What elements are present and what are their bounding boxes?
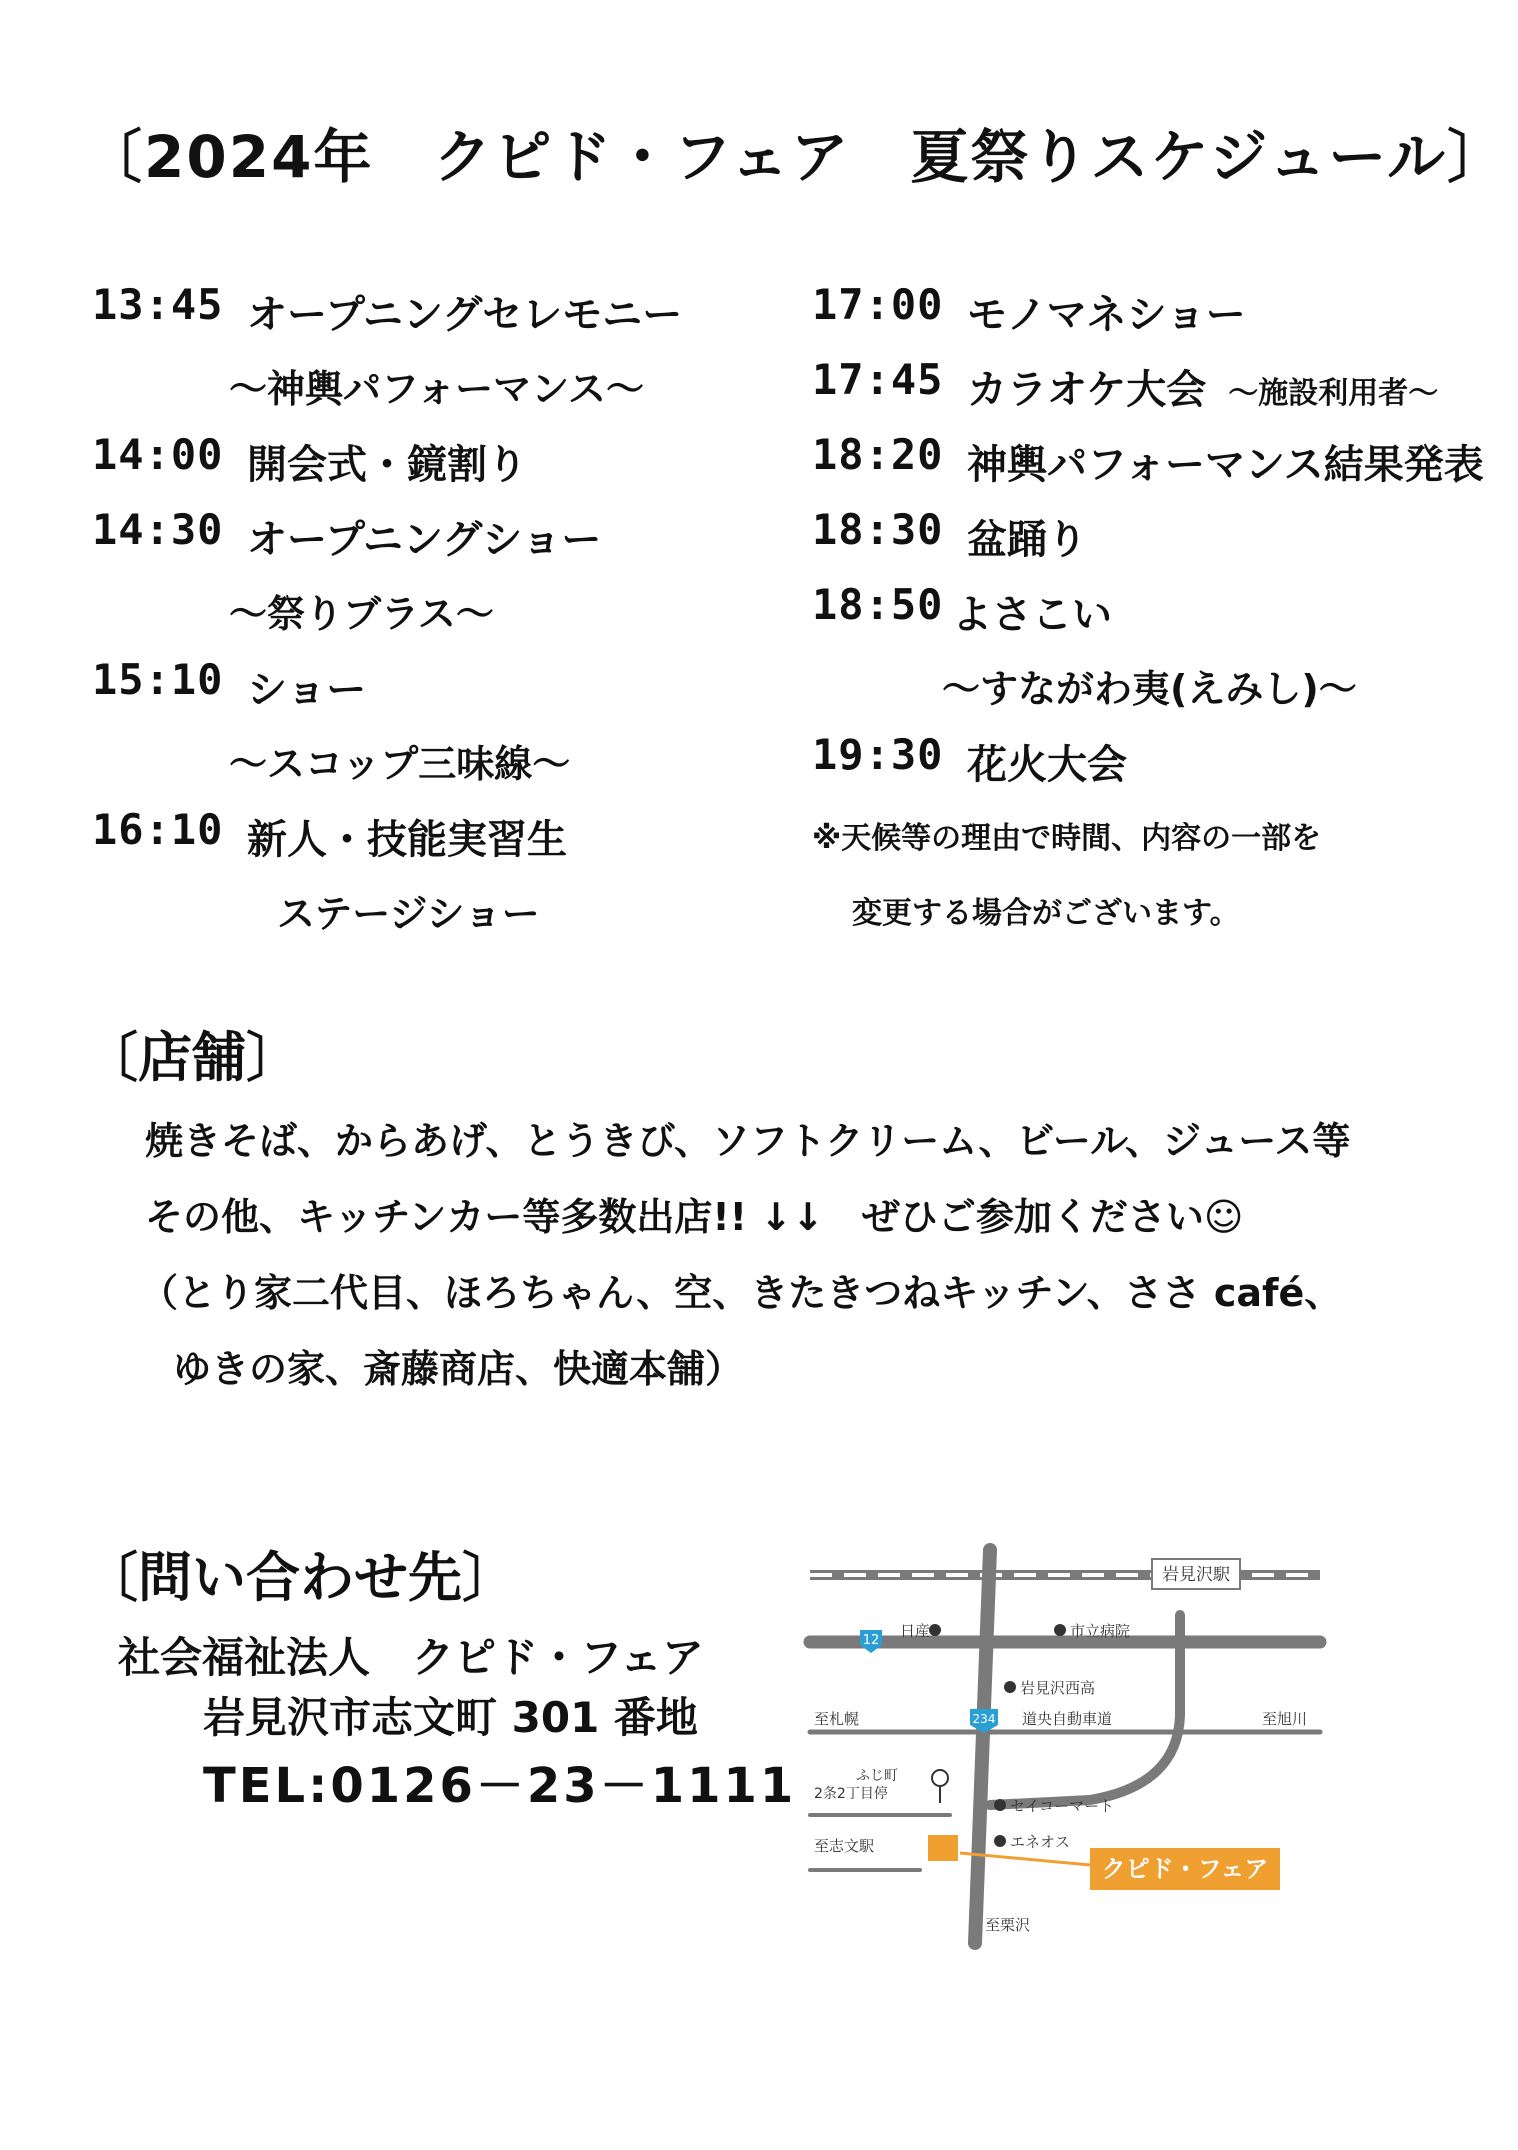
schedule-event-sub: ～施設利用者～ — [1228, 376, 1439, 411]
bus-stop-label: 2条2丁目停 — [814, 1786, 888, 1802]
landmark-marker-icon — [929, 1624, 941, 1636]
schedule-event: 開会式・鏡割り — [247, 442, 527, 488]
schedule-row — [92, 505, 792, 580]
schedule-row — [812, 280, 1502, 355]
schedule-row — [92, 280, 792, 355]
contact-phone[interactable]: TEL:0126－23－1111 — [203, 1758, 797, 1814]
schedule-time: 13:45 — [92, 280, 224, 329]
schedule-event: 花火大会 — [967, 742, 1127, 788]
notice-text: 変更する場合がございます。 — [852, 896, 1240, 931]
schedule-event: オープニングショー — [247, 517, 602, 563]
shops-heading: 〔店舗〕 — [84, 1026, 300, 1089]
schedule-row — [812, 730, 1502, 805]
route-234-icon — [970, 1709, 998, 1733]
schedule-row — [812, 580, 1502, 655]
destination-label: クピド・フェア — [1101, 1855, 1269, 1883]
schedule-left — [92, 280, 792, 955]
schedule-row — [92, 655, 792, 730]
schedule-row-cont — [92, 730, 792, 805]
landmark-marker-icon — [1004, 1681, 1016, 1693]
schedule-time: 14:00 — [92, 430, 224, 479]
schedule-row — [812, 355, 1502, 430]
shops-line: （とり家二代目、ほろちゃん、空、きたきつねキッチン、ささ café、 — [140, 1271, 1343, 1315]
shops-line: その他、キッチンカー等多数出店!! ↓↓ ぜひご参加ください☺ — [145, 1195, 1244, 1239]
notice-text: ※天候等の理由で時間、内容の一部を — [812, 821, 1322, 856]
direction-label: 至札幌 — [814, 1710, 860, 1728]
schedule-event: よさこい — [952, 592, 1112, 638]
schedule-time: 18:20 — [812, 430, 944, 479]
schedule-event: 神輿パフォーマンス結果発表 — [967, 442, 1484, 488]
schedule-row-cont — [92, 355, 792, 430]
schedule-event-detail: ～神輿パフォーマンス～ — [229, 367, 644, 411]
schedule-time: 17:45 — [812, 355, 944, 404]
notice-row — [812, 880, 1502, 955]
bus-stop-icon — [932, 1770, 948, 1803]
schedule-right — [812, 280, 1502, 955]
bus-stop-label: ふじ町 — [856, 1768, 898, 1784]
contact-organization: 社会福祉法人 クピド・フェア — [118, 1633, 704, 1682]
schedule-time: 19:30 — [812, 730, 944, 779]
schedule-event: ショー — [247, 667, 367, 713]
schedule-event-title: カラオケ大会 — [967, 367, 1207, 413]
direction-label: 至志文駅 — [814, 1837, 875, 1855]
schedule-row — [92, 430, 792, 505]
schedule-time: 16:10 — [92, 805, 224, 854]
contact-heading: 〔問い合わせ先〕 — [84, 1546, 516, 1609]
destination-marker-icon — [928, 1835, 958, 1861]
schedule-time: 14:30 — [92, 505, 224, 554]
direction-label: 至栗沢 — [985, 1916, 1031, 1934]
schedule-event-detail: ～すながわ夷(えみし)～ — [942, 667, 1357, 711]
schedule-time: 18:50 — [812, 580, 944, 629]
landmark-label: セイコーマート — [1010, 1797, 1114, 1815]
schedule-time: 15:10 — [92, 655, 224, 704]
route-12-icon — [860, 1630, 882, 1653]
schedule-row — [812, 505, 1502, 580]
schedule-row-cont — [92, 880, 792, 955]
landmark-label: 岩見沢西高 — [1020, 1679, 1096, 1697]
schedule-event: オープニングセレモニー — [247, 292, 683, 338]
station-label: 岩見沢駅 — [1162, 1565, 1230, 1585]
direction-label: 至旭川 — [1262, 1710, 1308, 1728]
schedule-event: モノマネショー — [967, 292, 1246, 338]
contact-info — [118, 1625, 796, 1816]
schedule-row-cont — [92, 580, 792, 655]
page-title: 〔2024年 クピド・フェア 夏祭りスケジュール〕 — [84, 123, 1508, 191]
schedule-event: 新人・技能実習生 — [247, 817, 567, 863]
landmark-marker-icon — [994, 1835, 1006, 1847]
contact-address: 岩見沢市志文町 301 番地 — [203, 1693, 698, 1742]
notice-row — [812, 805, 1502, 880]
landmark-marker-icon — [1054, 1624, 1066, 1636]
schedule-time: 17:00 — [812, 280, 944, 329]
railway-line — [810, 1570, 1320, 1580]
schedule-event-detail: ステージショー — [277, 892, 540, 936]
schedule-time: 18:30 — [812, 505, 944, 554]
schedule-event: 盆踊り — [967, 517, 1087, 563]
road-label: 道央自動車道 — [1022, 1710, 1113, 1728]
landmark-marker-icon — [994, 1799, 1006, 1811]
shops-line: ゆきの家、斎藤商店、快適本舗） — [173, 1347, 744, 1391]
access-map — [800, 1535, 1360, 1955]
schedule-event — [967, 358, 1438, 415]
schedule-row-cont — [812, 655, 1502, 730]
schedule-row — [92, 805, 792, 880]
shops-line: 焼きそば、からあげ、とうきび、ソフトクリーム、ビール、ジュース等 — [145, 1119, 1351, 1163]
schedule-event-detail: ～スコップ三味線～ — [229, 742, 571, 786]
landmark-label: エネオス — [1010, 1833, 1070, 1851]
route-234-label: 234 — [972, 1712, 996, 1726]
landmark-label: 市立病院 — [1070, 1622, 1131, 1640]
landmark-label: 日産 — [900, 1622, 931, 1640]
access-map-svg — [800, 1535, 1360, 1955]
shops-list — [140, 1110, 1445, 1414]
schedule-row — [812, 430, 1502, 505]
route-12-label: 12 — [862, 1633, 880, 1648]
schedule-event-detail: ～祭りブラス～ — [229, 592, 494, 636]
